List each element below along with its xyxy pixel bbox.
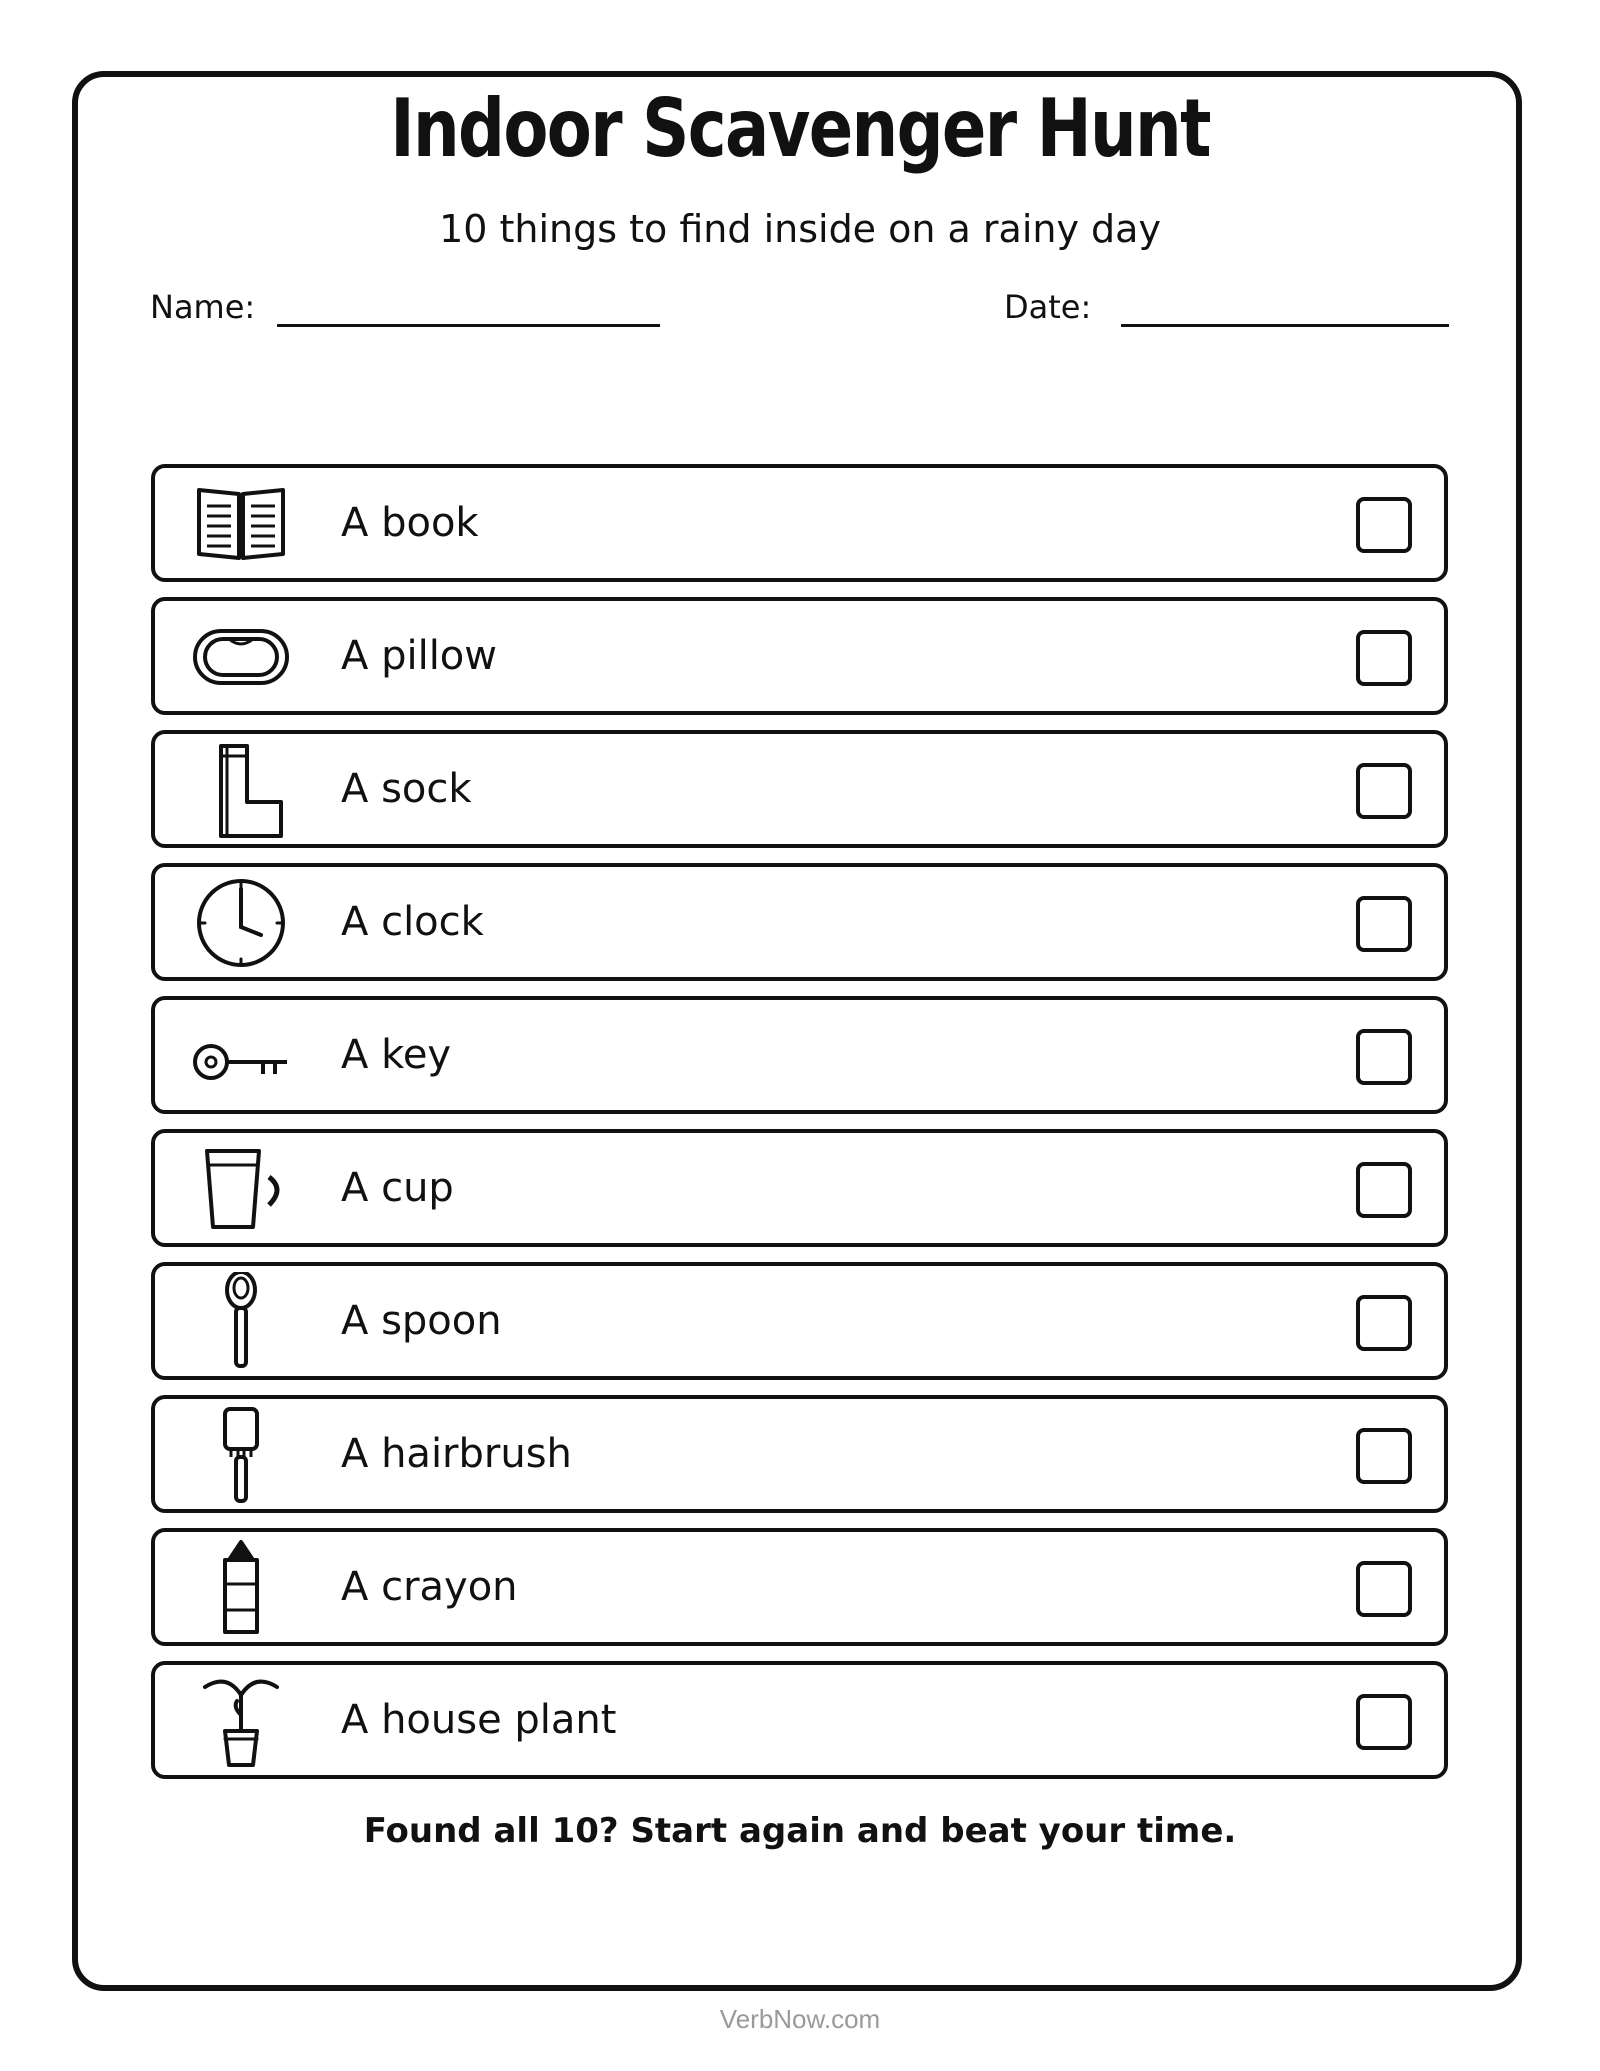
checkbox-hairbrush[interactable] — [1356, 1428, 1412, 1484]
list-item-hairbrush — [151, 1395, 1448, 1513]
house-plant-icon — [191, 1671, 291, 1769]
item-label: A crayon — [341, 1564, 518, 1610]
page-title: Indoor Scavenger Hunt — [390, 82, 1210, 175]
clock-icon — [191, 873, 291, 971]
checkbox-clock[interactable] — [1356, 896, 1412, 952]
item-label: A cup — [341, 1165, 454, 1211]
sock-icon — [191, 740, 291, 838]
checkbox-cup[interactable] — [1356, 1162, 1412, 1218]
date-label: Date: — [1004, 288, 1092, 326]
list-item-spoon — [151, 1262, 1448, 1380]
checkbox-book[interactable] — [1356, 497, 1412, 553]
item-label: A clock — [341, 899, 484, 945]
cup-icon — [191, 1139, 291, 1237]
list-item-pillow — [151, 597, 1448, 715]
watermark: VerbNow.com — [719, 2004, 881, 2034]
key-icon — [191, 1006, 291, 1104]
list-item-book — [151, 464, 1448, 582]
checkbox-house-plant[interactable] — [1356, 1694, 1412, 1750]
checkbox-sock[interactable] — [1356, 763, 1412, 819]
item-label: A pillow — [341, 633, 497, 679]
list-item-clock — [151, 863, 1448, 981]
checkbox-pillow[interactable] — [1356, 630, 1412, 686]
checkbox-spoon[interactable] — [1356, 1295, 1412, 1351]
item-label: A hairbrush — [341, 1431, 572, 1477]
list-item-cup — [151, 1129, 1448, 1247]
name-label: Name: — [150, 288, 256, 326]
list-item-sock — [151, 730, 1448, 848]
list-item-house-plant — [151, 1661, 1448, 1779]
name-field[interactable] — [277, 324, 660, 327]
item-label: A house plant — [341, 1697, 617, 1743]
item-label: A sock — [341, 766, 472, 812]
spoon-icon — [191, 1272, 291, 1370]
book-icon — [191, 474, 291, 572]
pillow-icon — [191, 607, 291, 705]
item-label: A book — [341, 500, 479, 546]
hairbrush-icon — [191, 1405, 291, 1503]
checkbox-crayon[interactable] — [1356, 1561, 1412, 1617]
list-item-key — [151, 996, 1448, 1114]
item-label: A spoon — [341, 1298, 502, 1344]
crayon-icon — [191, 1538, 291, 1636]
page-subtitle: 10 things to find inside on a rainy day — [439, 207, 1161, 251]
date-field[interactable] — [1121, 324, 1449, 327]
footer-note: Found all 10? Start again and beat your time. — [363, 1811, 1237, 1851]
item-label: A key — [341, 1032, 452, 1078]
list-item-crayon — [151, 1528, 1448, 1646]
checkbox-key[interactable] — [1356, 1029, 1412, 1085]
